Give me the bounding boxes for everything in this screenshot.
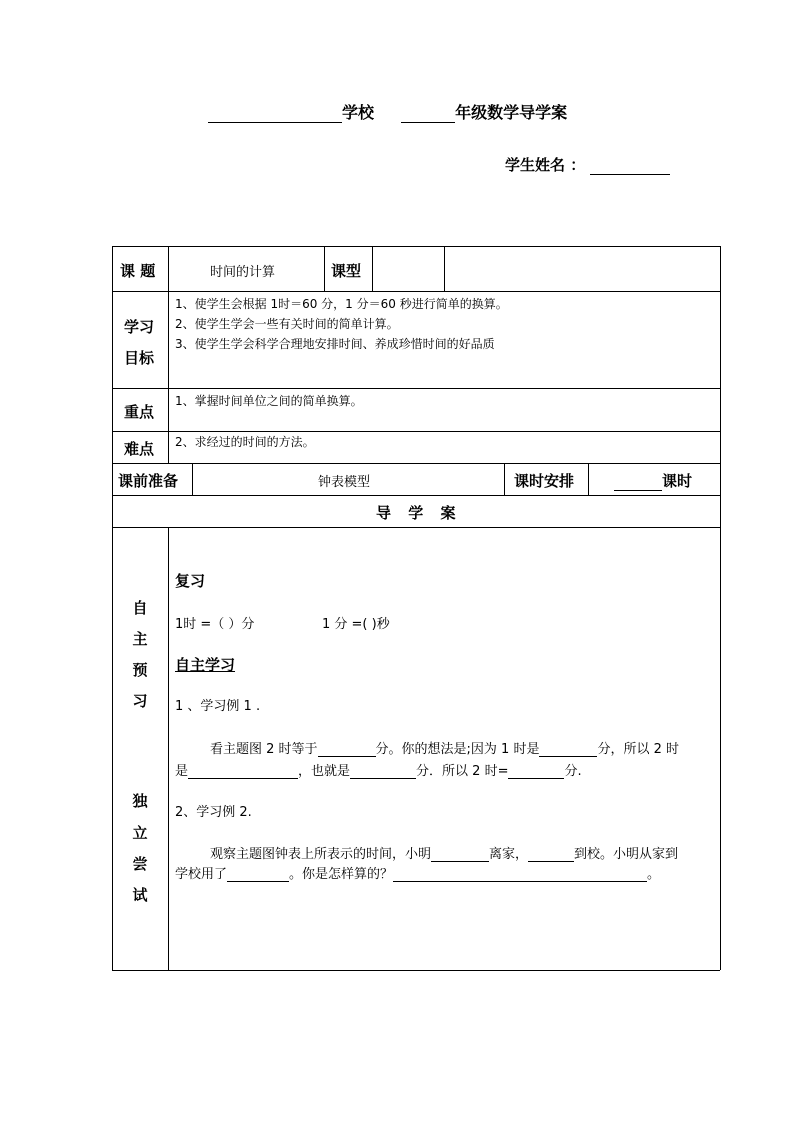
example1-line2 [175, 760, 582, 779]
student-name-label: 学生姓名 ： [505, 156, 586, 174]
ex1-text: 分，所以 2 时 [597, 742, 680, 757]
difficulty-value: 2、求经过的时间的方法。 [175, 435, 315, 449]
goal-item: 3、使学生学会科学合理地安排时间、养成珍惜时间的好品质 [175, 337, 495, 351]
side-char: 试 [132, 886, 148, 904]
side-char: 习 [132, 692, 148, 710]
self-study-heading: 自主学习 [175, 656, 236, 674]
answer-blank[interactable] [539, 742, 597, 757]
table-line [112, 291, 720, 292]
key-point-value: 1、掌握时间单位之间的简单换算。 [175, 394, 363, 408]
answer-blank[interactable] [431, 847, 489, 862]
schedule-blank[interactable] [614, 474, 662, 491]
table-line [444, 246, 445, 291]
table-line [112, 495, 720, 496]
topic-value: 时间的计算 [210, 265, 276, 280]
student-name-row [505, 154, 670, 175]
side-char: 立 [132, 824, 148, 842]
answer-blank[interactable] [350, 764, 416, 779]
ex1-text: ，也就是 [298, 764, 351, 779]
review-heading: 复习 [175, 572, 206, 590]
goal-item: 2、使学生学会一些有关时间的简单计算。 [175, 317, 399, 331]
side-char: 独 [132, 792, 148, 810]
topic-label: 课 题 [120, 262, 156, 280]
example2-line1 [210, 843, 678, 862]
table-line [720, 246, 721, 970]
school-blank[interactable] [208, 104, 342, 123]
answer-blank[interactable] [227, 867, 289, 882]
table-line [112, 527, 720, 528]
table-line [112, 246, 113, 970]
goals-label-line2: 目标 [124, 349, 155, 367]
side-char: 尝 [132, 855, 148, 873]
answer-blank[interactable] [508, 764, 564, 779]
table-line [372, 246, 373, 291]
ex2-text: 到校。小明从家到 [574, 847, 679, 862]
answer-blank[interactable] [188, 764, 298, 779]
table-line [168, 246, 169, 463]
example2-line2 [175, 863, 660, 882]
ex1-text: 是 [175, 764, 189, 779]
review-question-minutes: 1 分 =( )秒 [322, 617, 390, 632]
ex1-text: 分．所以 2 时= [416, 764, 509, 779]
prep-label: 课前准备 [118, 472, 179, 490]
ex1-text: 分. [564, 764, 582, 779]
ex2-text: 离家， [489, 847, 529, 862]
answer-blank[interactable] [318, 742, 376, 757]
ex2-text: 学校用了 [175, 867, 228, 882]
ex1-text: 分。你的想法是;因为 1 时是 [375, 742, 540, 757]
answer-blank[interactable] [528, 847, 574, 862]
example1-title: 1 、学习例 1 . [175, 699, 261, 714]
side-char: 自 [132, 599, 148, 617]
table-line [112, 970, 720, 971]
ex2-text: 观察主题图钟表上所表示的时间，小明 [210, 847, 432, 862]
review-question-hours: 1时 =（ ）分 [175, 617, 255, 632]
lesson-type-value[interactable] [375, 249, 441, 289]
student-name-blank[interactable] [590, 156, 670, 175]
table-line [192, 463, 193, 495]
schedule-suffix: 课时 [662, 472, 693, 490]
table-line [168, 527, 169, 970]
table-line [324, 246, 325, 291]
schedule-label: 课时安排 [514, 472, 575, 490]
example1-line1 [210, 738, 679, 757]
grade-suffix: 年级数学导学案 [455, 103, 568, 122]
schedule-value [614, 470, 692, 491]
grade-blank[interactable] [401, 104, 455, 123]
ex2-text: 。你是怎样算的？ [289, 867, 394, 882]
key-point-label: 重点 [124, 403, 155, 421]
ex1-text: 看主题图 2 时等于 [210, 742, 318, 757]
lesson-type-label: 课型 [331, 262, 362, 280]
table-line [112, 463, 720, 464]
guide-title: 导 学 案 [376, 504, 462, 522]
side-char: 预 [132, 661, 148, 679]
table-line [504, 463, 505, 495]
prep-value: 钟表模型 [318, 475, 371, 490]
school-suffix: 学校 [342, 103, 375, 122]
table-line [112, 246, 720, 247]
table-line [112, 388, 720, 389]
side-char: 主 [132, 630, 148, 648]
answer-blank[interactable] [393, 867, 647, 882]
goal-item: 1、使学生会根据 1时＝60 分，1 分＝60 秒进行简单的换算。 [175, 297, 508, 311]
goals-label-line1: 学习 [124, 318, 155, 336]
document-title [208, 100, 567, 123]
table-line [588, 463, 589, 495]
difficulty-label: 难点 [124, 440, 155, 458]
example2-title: 2、学习例 2. [175, 805, 252, 820]
goals-list [175, 294, 508, 354]
ex2-text: 。 [647, 867, 661, 882]
